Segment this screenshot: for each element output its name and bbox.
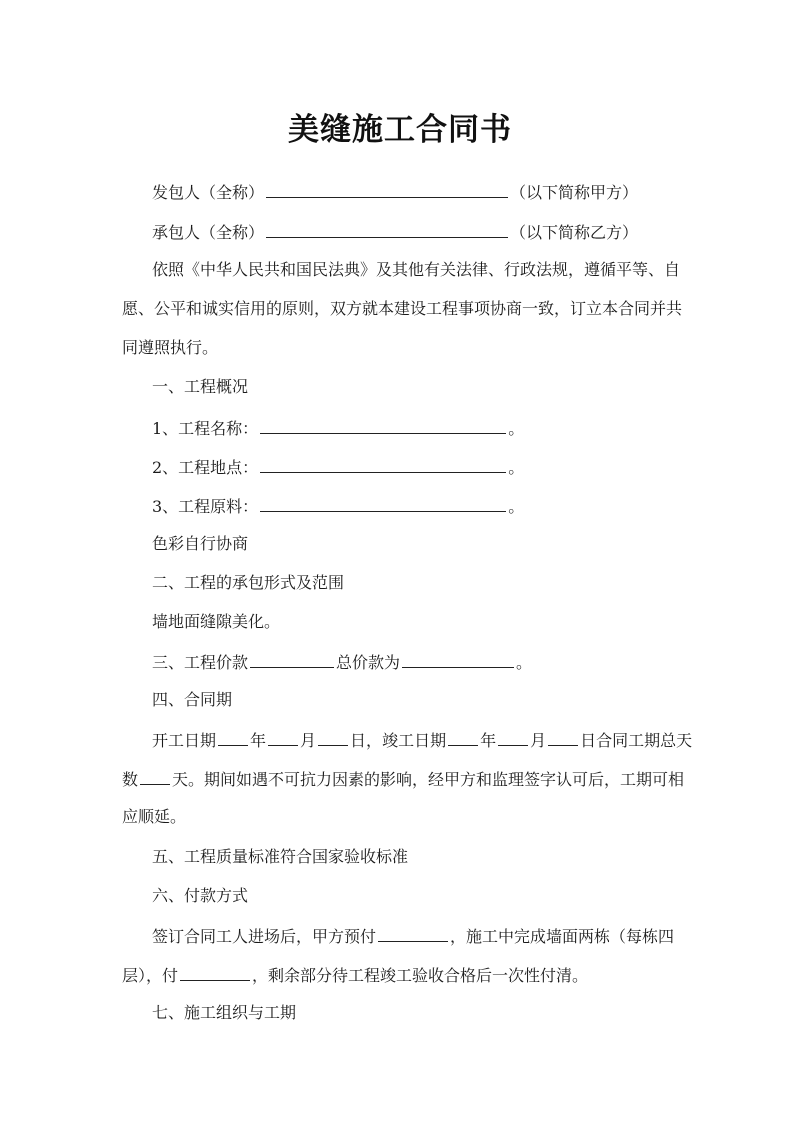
price-blank[interactable]	[250, 650, 334, 668]
section-2-heading: 二、工程的承包形式及范围	[152, 573, 345, 592]
party-a-line	[152, 180, 638, 204]
total-days-blank[interactable]	[140, 767, 170, 785]
payment-text-a: 签订合同工人进场后，甲方预付	[152, 927, 377, 946]
payment-text-c: 层），付	[122, 966, 179, 985]
day-label: 日，	[350, 731, 383, 750]
preamble-line-3: 同遵照执行。	[122, 338, 219, 357]
project-name-blank[interactable]	[260, 416, 506, 434]
total-price-blank[interactable]	[402, 650, 514, 668]
total-days-label: 日合同工期总天	[580, 731, 693, 750]
period: 。	[508, 497, 525, 516]
project-location-line	[152, 455, 524, 479]
section-4-heading: 四、合同期	[152, 690, 233, 709]
year-label: 年	[480, 731, 497, 750]
period: 。	[516, 653, 533, 672]
section-5-heading: 五、工程质量标准符合国家验收标准	[152, 847, 409, 866]
contract-period-line-1	[152, 728, 692, 752]
document-title: 美缝施工合同书	[288, 112, 512, 148]
color-note: 色彩自行协商	[152, 534, 249, 553]
project-material-line	[152, 494, 524, 518]
advance-payment-blank[interactable]	[378, 924, 448, 942]
year-label: 年	[250, 731, 267, 750]
project-location-blank[interactable]	[260, 455, 506, 473]
end-year-blank[interactable]	[448, 728, 478, 746]
payment-text-d: ，剩余部分待工程竣工验收合格后一次性付清。	[252, 966, 589, 985]
section-6-heading: 六、付款方式	[152, 886, 249, 905]
section-2-body: 墙地面缝隙美化。	[152, 612, 281, 631]
payment-line-2	[122, 963, 588, 987]
preamble-line-1: 依照《中华人民共和国民法典》及其他有关法律、行政法规，遵循平等、自	[152, 260, 681, 279]
party-b-suffix: （以下简称乙方）	[510, 223, 639, 242]
start-month-blank[interactable]	[268, 728, 298, 746]
party-a-label: 发包人（全称）	[152, 183, 265, 202]
payment-line-1	[152, 924, 674, 948]
project-name-label: 1、工程名称：	[152, 419, 259, 438]
end-date-label: 竣工日期	[382, 731, 447, 750]
total-price-label: 总价款为	[336, 653, 401, 672]
party-b-label: 承包人（全称）	[152, 223, 265, 242]
contract-period-line-2	[122, 767, 684, 791]
end-day-blank[interactable]	[548, 728, 578, 746]
start-day-blank[interactable]	[318, 728, 348, 746]
contract-period-line-3: 应顺延。	[122, 807, 187, 826]
project-location-label: 2、工程地点：	[152, 458, 259, 477]
end-month-blank[interactable]	[498, 728, 528, 746]
period: 。	[508, 419, 525, 438]
shu-label: 数	[122, 770, 139, 789]
section-7-heading: 七、施工组织与工期	[152, 1003, 297, 1022]
progress-payment-blank[interactable]	[180, 963, 250, 981]
payment-text-b: ，施工中完成墙面两栋（每栋四	[450, 927, 675, 946]
party-b-line	[152, 220, 638, 244]
preamble-line-2: 愿、公平和诚实信用的原则，双方就本建设工程事项协商一致，订立本合同并共	[122, 299, 683, 318]
section-3-label: 三、工程价款	[152, 653, 249, 672]
month-label: 月	[530, 731, 547, 750]
section-1-heading: 一、工程概况	[152, 377, 249, 396]
section-3-line	[152, 650, 532, 674]
project-name-line	[152, 416, 524, 440]
project-material-label: 3、工程原料：	[152, 497, 259, 516]
contract-period-text: 天。期间如遇不可抗力因素的影响，经甲方和监理签字认可后，工期可相	[172, 770, 685, 789]
period: 。	[508, 458, 525, 477]
party-a-suffix: （以下简称甲方）	[510, 183, 639, 202]
party-a-blank[interactable]	[266, 180, 508, 198]
project-material-blank[interactable]	[260, 494, 506, 512]
start-year-blank[interactable]	[218, 728, 248, 746]
month-label: 月	[300, 731, 317, 750]
party-b-blank[interactable]	[266, 220, 508, 238]
start-date-label: 开工日期	[152, 731, 217, 750]
